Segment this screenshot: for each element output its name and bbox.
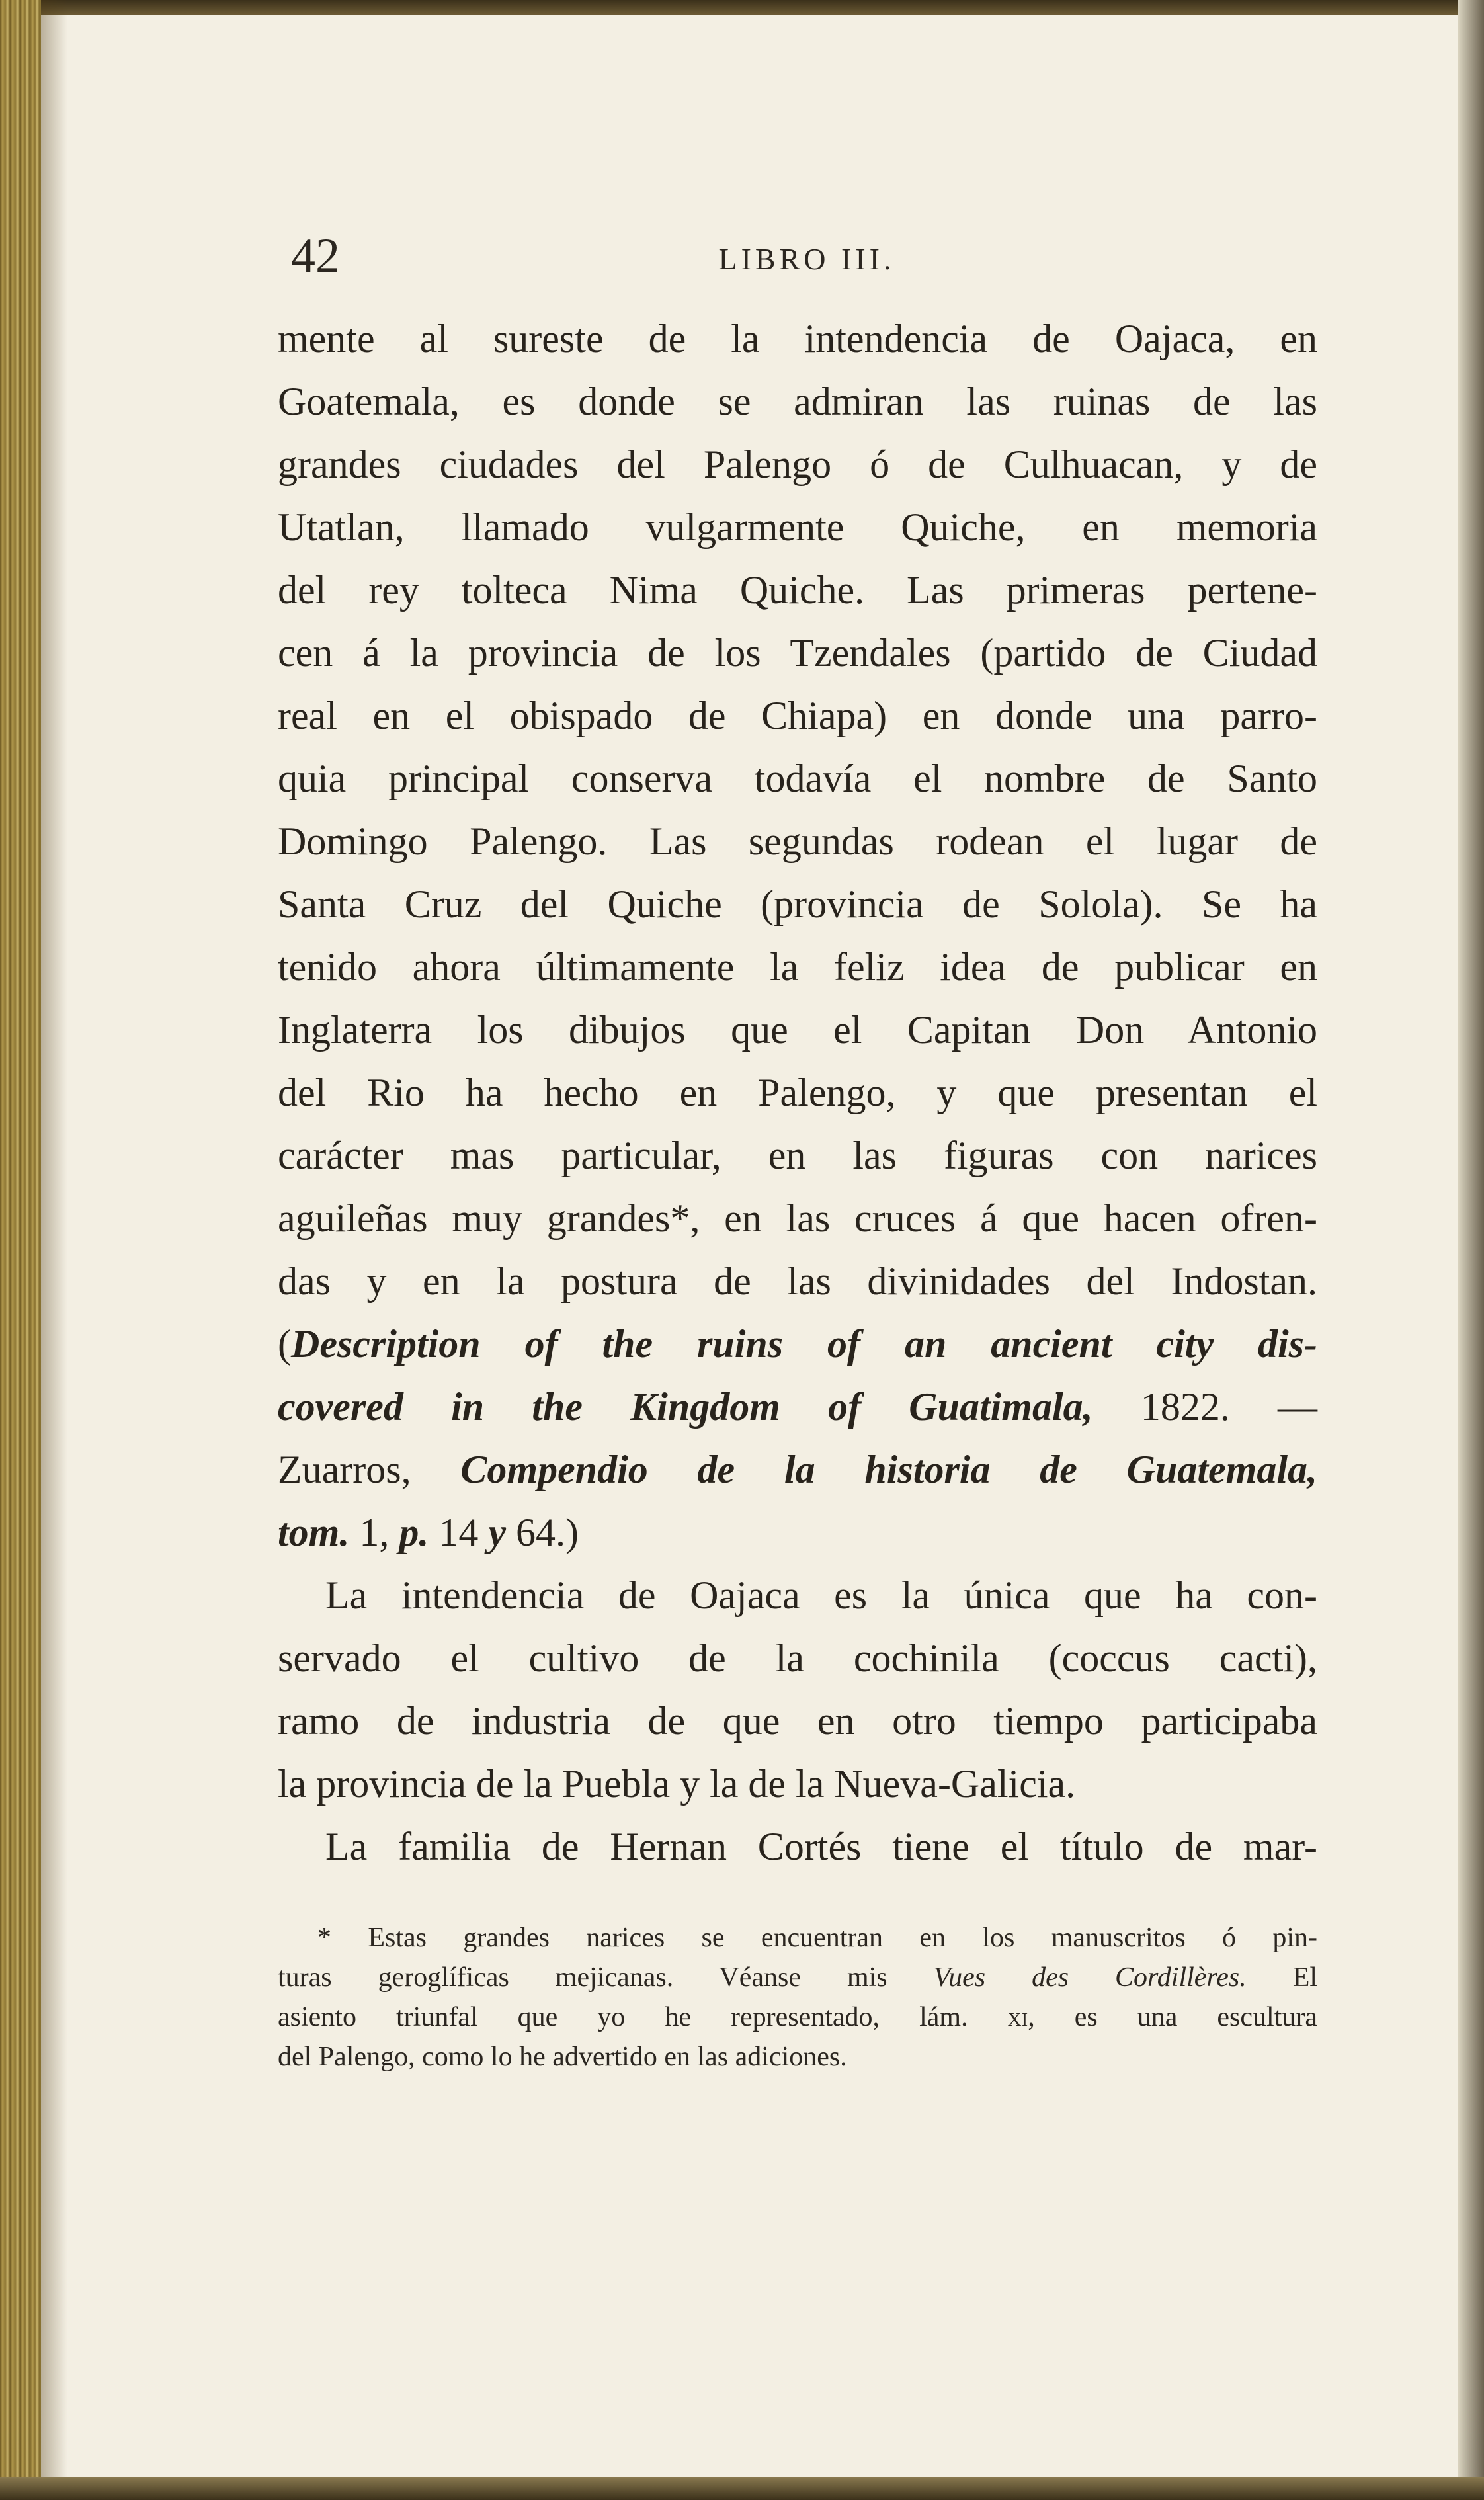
gilded-page-edge [0, 0, 41, 2500]
footnote-text: , es una escultura [1028, 2002, 1317, 2032]
citation-author: Zuarros, [278, 1448, 411, 1491]
main-text [278, 308, 1317, 1878]
citation-line [278, 1501, 1317, 1564]
citation-title: Compendio de la historia de Guatemala, [460, 1448, 1317, 1491]
text-line: La familia de Hernan Cortés tiene el título de mar- [325, 1825, 1317, 1868]
text-line: ramo de industria de que en otro tiempo participaba [278, 1699, 1317, 1743]
footnote-line [278, 1958, 1317, 1997]
text-line: Domingo Palengo. Las segundas rodean el lugar de [278, 819, 1317, 863]
text-line: del rey tolteca Nima Quiche. Las primeras pertene- [278, 568, 1317, 612]
running-head: LIBRO III. [718, 242, 895, 276]
page-number: 42 [291, 229, 340, 283]
citation-line [278, 1376, 1317, 1438]
text-line: mente al sureste de la intendencia de Oajaca, en [278, 317, 1317, 360]
text-line: tenido ahora últimamente la feliz idea de publicar en [278, 945, 1317, 989]
citation-line [278, 1438, 1317, 1501]
text-line: del Rio ha hecho en Palengo, y que presentan el [278, 1071, 1317, 1114]
text-line: Utatlan, llamado vulgarmente Quiche, en memoria [278, 505, 1317, 549]
page-top-edge [0, 0, 1484, 15]
footnote-text: El [1292, 1962, 1318, 1993]
citation-pages: 64.) [515, 1511, 579, 1554]
citation-year: 1822. — [1140, 1385, 1318, 1429]
footnote-text: turas geroglíficas mejicanas. Véanse mis [278, 1962, 887, 1993]
text-line: Santa Cruz del Quiche (provincia de Solola). Se ha [278, 882, 1317, 926]
text-line: real en el obispado de Chiapa) en donde una parro- [278, 694, 1317, 737]
citation-line: (Description of the ruins of an ancient city dis- [278, 1322, 1317, 1366]
text-line: servado el cultivo de la cochinila (coccus cacti), [278, 1636, 1317, 1680]
footnote-line [278, 1997, 1317, 2037]
text-line: das y en la postura de las divinidades del Indostan. [278, 1259, 1317, 1303]
citation-pages: 14 [438, 1511, 479, 1554]
binding-shadow [41, 0, 67, 2500]
page-bottom-edge [0, 2477, 1484, 2500]
text-line: cen á la provincia de los Tzendales (partido de Ciudad [278, 631, 1317, 675]
footnote-title: Vues des Cordillères. [933, 1962, 1247, 1993]
text-line: grandes ciudades del Palengo ó de Culhuacan, y de [278, 442, 1317, 486]
page-right-edge [1458, 0, 1484, 2500]
citation-tom: tom. [278, 1511, 350, 1554]
text-line: carácter mas particular, en las figuras con narices [278, 1134, 1317, 1177]
text-line: La intendencia de Oajaca es la única que ha con- [325, 1573, 1317, 1617]
text-line: quia principal conserva todavía el nombre de Santo [278, 757, 1317, 800]
footnote-plate: xi [1007, 2002, 1028, 2032]
text-line: la provincia de la Puebla y la de la Nueva-Galicia. [278, 1762, 1076, 1806]
footnote-line: del Palengo, como lo he advertido en las adiciones. [278, 2042, 847, 2072]
citation-y: y [488, 1511, 506, 1554]
citation-volume: 1, [359, 1511, 390, 1554]
citation-p: p. [399, 1511, 429, 1554]
footnote-text: asiento triunfal que yo he representado, lám. [278, 2002, 968, 2032]
footnote-line: * Estas grandes narices se encuentran en los manuscritos ó pin- [317, 1923, 1317, 1953]
page-header [291, 228, 1323, 288]
text-line: Inglaterra los dibujos que el Capitan Don Antonio [278, 1008, 1317, 1052]
text-line: Goatemala, es donde se admiran las ruinas de las [278, 380, 1317, 423]
citation-title: Description of the ruins of an ancient city dis- [290, 1322, 1317, 1366]
footnote [278, 1918, 1317, 2077]
text-line: aguileñas muy grandes*, en las cruces á que hacen ofren- [278, 1196, 1317, 1240]
citation-title: covered in the Kingdom of Guatimala, [278, 1385, 1093, 1429]
